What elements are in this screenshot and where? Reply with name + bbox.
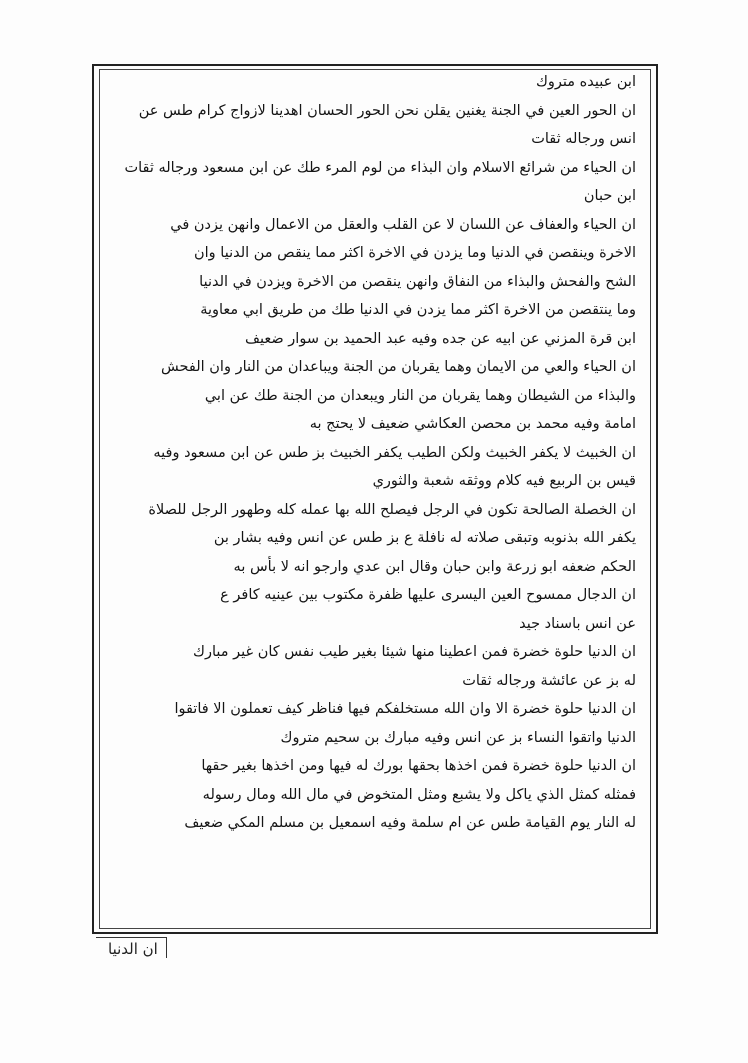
text-line: ان الخصلة الصالحة تكون في الرجل فيصلح الله بها عمله كله وطهور الرجل للصلاة bbox=[148, 501, 636, 518]
text-line: ان الدنيا حلوة خضرة الا وان الله مستخلفكم فيها فناظر كيف تعملون الا فاتقوا bbox=[174, 701, 636, 717]
text-line: الحكم ضعفه ابو زرعة وابن حبان وقال ابن عدي وارجو انه لا بأس به bbox=[233, 558, 636, 575]
text-line: ان الحياء من شرائع الاسلام وان البذاء من لوم المرء طك عن ابن مسعود ورجاله ثقات bbox=[124, 159, 636, 176]
text-line: ان الحياء والعي من الايمان وهما يقربان من الجنة ويباعدان من النار وان الفحش bbox=[161, 359, 636, 375]
text-line: ان الدنيا حلوة خضرة فمن اعطينا منها شيئا بغير طيب نفس كان غير مبارك bbox=[193, 644, 636, 660]
text-line: الاخرة وينقصن في الدنيا وما يزدن في الاخرة اكثر مما ينقص من الدنيا وان bbox=[193, 245, 636, 261]
text-line: عن انس باسناد جيد bbox=[519, 615, 636, 632]
text-line: ابن قرة المزني عن ابيه عن جده وفيه عبد الحميد بن سوار ضعيف bbox=[245, 330, 636, 347]
text-line: ابن حبان bbox=[583, 188, 636, 204]
text-line: يكفر الله بذنوبه وتبقى صلاته له نافلة ع بز طس عن انس وفيه بشار بن bbox=[213, 530, 636, 546]
text-line: فمثله كمثل الذي ياكل ولا يشبع ومثل المتخوض في مال الله ومال رسوله bbox=[202, 786, 636, 803]
text-line: وما ينتقصن من الاخرة اكثر مما يزدن في الدنيا طك من طريق ابي معاوية bbox=[200, 302, 636, 318]
text-line: ان الخبيث لا يكفر الخبيث ولكن الطيب يكفر الخبيث بز طس عن ابن مسعود وفيه bbox=[153, 444, 636, 461]
text-line: امامة وفيه محمد بن محصن العكاشي ضعيف لا يحتج به bbox=[309, 416, 636, 432]
manuscript-text-block bbox=[106, 68, 636, 838]
text-line: له بز عن عائشة ورجاله ثقات bbox=[462, 672, 636, 689]
text-line: ان الحياء والعفاف عن اللسان لا عن القلب والعقل من الاعمال وانهن يزدن في bbox=[170, 216, 636, 233]
text-line: ان الحور العين في الجنة يغنين يقلن نحن الحور الحسان اهدينا لازواج كرام طس عن bbox=[138, 102, 636, 119]
text-line: ان الدجال ممسوح العين اليسرى عليها ظفرة مكتوب بين عينيه كافر ع bbox=[220, 587, 636, 603]
text-line: انس ورجاله ثقات bbox=[531, 131, 636, 147]
text-line: الشح والفحش والبذاء من النفاق وانهن ينقصن من الاخرة ويزدن في الدنيا bbox=[199, 273, 636, 290]
catchword: ان الدنيا bbox=[96, 937, 167, 958]
text-line: الدنيا واتقوا النساء بز عن انس وفيه مبارك بن سحيم متروك bbox=[280, 729, 636, 746]
text-line: والبذاء من الشيطان وهما يقربان من النار ويبعدان من الجنة طك عن ابي bbox=[204, 387, 636, 404]
text-line: قيس بن الربيع فيه كلام ووثقه شعبة والثوري bbox=[372, 473, 636, 489]
text-line: ان الدنيا حلوة خضرة فمن اخذها بحقها بورك له فيها ومن اخذها بغير حقها bbox=[201, 758, 636, 774]
text-line: ابن عبيده متروك bbox=[535, 74, 636, 90]
text-line: له النار يوم القيامة طس عن ام سلمة وفيه اسمعيل بن مسلم المكي ضعيف bbox=[184, 815, 636, 831]
